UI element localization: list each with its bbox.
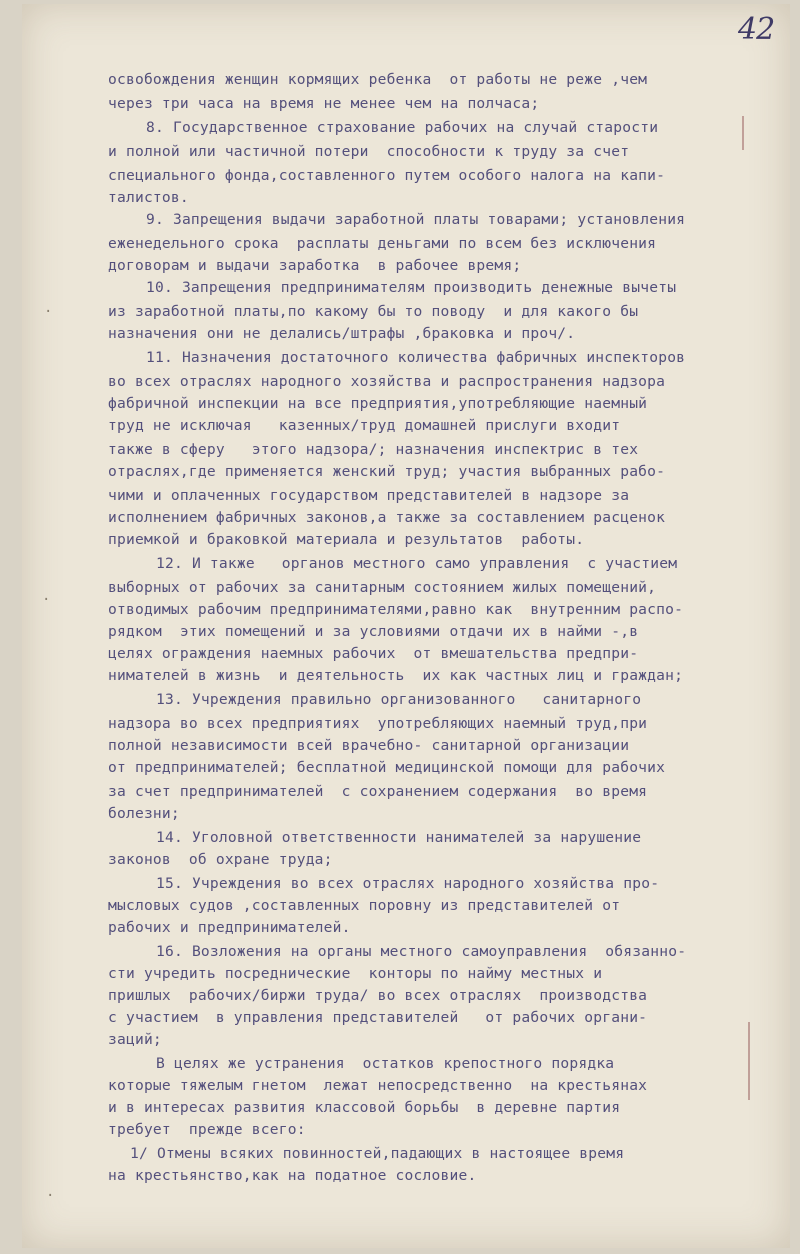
- text-line: и полной или частичной потери способности к труду за счет: [108, 143, 630, 160]
- page-number: 42: [738, 12, 775, 47]
- text-line: из заработной платы,по какому бы то поводу и для какого бы: [108, 303, 639, 320]
- text-line: 15. Учреждения во всех отраслях народного хозяйства про-: [156, 875, 660, 892]
- text-line: требует прежде всего:: [108, 1121, 306, 1138]
- text-line: от предпринимателей; бесплатной медицинской помощи для рабочих: [108, 759, 666, 776]
- text-line: рядком этих помещений и за условиями отдачи их в найми -,в: [108, 623, 639, 640]
- text-line: через три часа на время не менее чем на полчаса;: [108, 95, 540, 112]
- text-line: 11. Назначения достаточного количества фабричных инспекторов: [146, 349, 686, 366]
- text-line: 12. И также органов местного само управления с участием: [156, 555, 678, 572]
- text-line: за счет предпринимателей с сохранением содержания во время: [108, 783, 648, 800]
- text-line: освобождения женщин кормящих ребенка от работы не реже ,чем: [108, 71, 648, 88]
- text-line: 16. Возложения на органы местного самоуправления обязанно-: [156, 943, 687, 960]
- text-line: чими и оплаченных государством представителей в надзоре за: [108, 487, 630, 504]
- text-line: законов об охране труда;: [108, 851, 333, 868]
- text-line: 10. Запрещения предпринимателям производить денежные вычеты: [146, 279, 677, 296]
- text-line: 9. Запрещения выдачи заработной платы товарами; установления: [146, 211, 686, 228]
- text-line: договорам и выдачи заработка в рабочее время;: [108, 257, 522, 274]
- text-line: еженедельного срока расплаты деньгами по всем без исключения: [108, 235, 657, 252]
- text-line: которые тяжелым гнетом лежат непосредственно на крестьянах: [108, 1077, 648, 1094]
- text-line: назначения они не делались/штрафы ,браковка и проч/.: [108, 325, 576, 342]
- text-line: 1/ Отмены всяких повинностей,падающих в настоящее время: [130, 1145, 625, 1162]
- text-line: сти учредить посреднические конторы по найму местных и: [108, 965, 603, 982]
- text-line: болезни;: [108, 805, 180, 822]
- text-line: труд не исключая казенных/труд домашней прислуги входит: [108, 417, 621, 434]
- text-line: специального фонда,составленного путем особого налога на капи-: [108, 167, 666, 184]
- text-line: также в сферу этого надзора/; назначения инспектрис в тех: [108, 441, 639, 458]
- text-line: пришлых рабочих/биржи труда/ во всех отраслях производства: [108, 987, 648, 1004]
- text-line: полной независимости всей врачебно- санитарной организации: [108, 737, 630, 754]
- margin-dot: ·: [42, 592, 51, 608]
- text-line: и в интересах развития классовой борьбы в деревне партия: [108, 1099, 621, 1116]
- text-line: на крестьянство,как на податное сословие.: [108, 1167, 477, 1184]
- text-line: целях ограждения наемных рабочих от вмешательства предпри-: [108, 645, 639, 662]
- text-line: приемкой и браковкой материала и результатов работы.: [108, 531, 585, 548]
- margin-dot: ·: [44, 304, 53, 320]
- text-line: рабочих и предпринимателей.: [108, 919, 351, 936]
- text-line: мысловых судов ,составленных поровну из представителей от: [108, 897, 621, 914]
- text-line: нимателей в жизнь и деятельность их как частных лиц и граждан;: [108, 667, 684, 684]
- text-line: В целях же устранения остатков крепостного порядка: [156, 1055, 615, 1072]
- text-line: отводимых рабочим предпринимателями,равно как внутренним распо-: [108, 601, 684, 618]
- text-line: с участием в управления представителей от рабочих органи-: [108, 1009, 648, 1026]
- text-line: выборных от рабочих за санитарным состоянием жилых помещений,: [108, 579, 657, 596]
- text-line: исполнением фабричных законов,а также за составлением расценок: [108, 509, 666, 526]
- text-line: отраслях,где применяется женский труд; участия выбранных рабо-: [108, 463, 666, 480]
- text-line: во всех отраслях народного хозяйства и распространения надзора: [108, 373, 666, 390]
- text-line: талистов.: [108, 189, 189, 206]
- text-line: заций;: [108, 1031, 162, 1048]
- text-line: надзора во всех предприятиях употребляющих наемный труд,при: [108, 715, 648, 732]
- margin-dot: ·: [46, 1188, 55, 1204]
- text-line: фабричной инспекции на все предприятия,употребляющие наемный: [108, 395, 648, 412]
- text-line: 14. Уголовной ответственности нанимателей за нарушение: [156, 829, 642, 846]
- text-line: 13. Учреждения правильно организованного санитарного: [156, 691, 642, 708]
- text-line: 8. Государственное страхование рабочих на случай старости: [146, 119, 659, 136]
